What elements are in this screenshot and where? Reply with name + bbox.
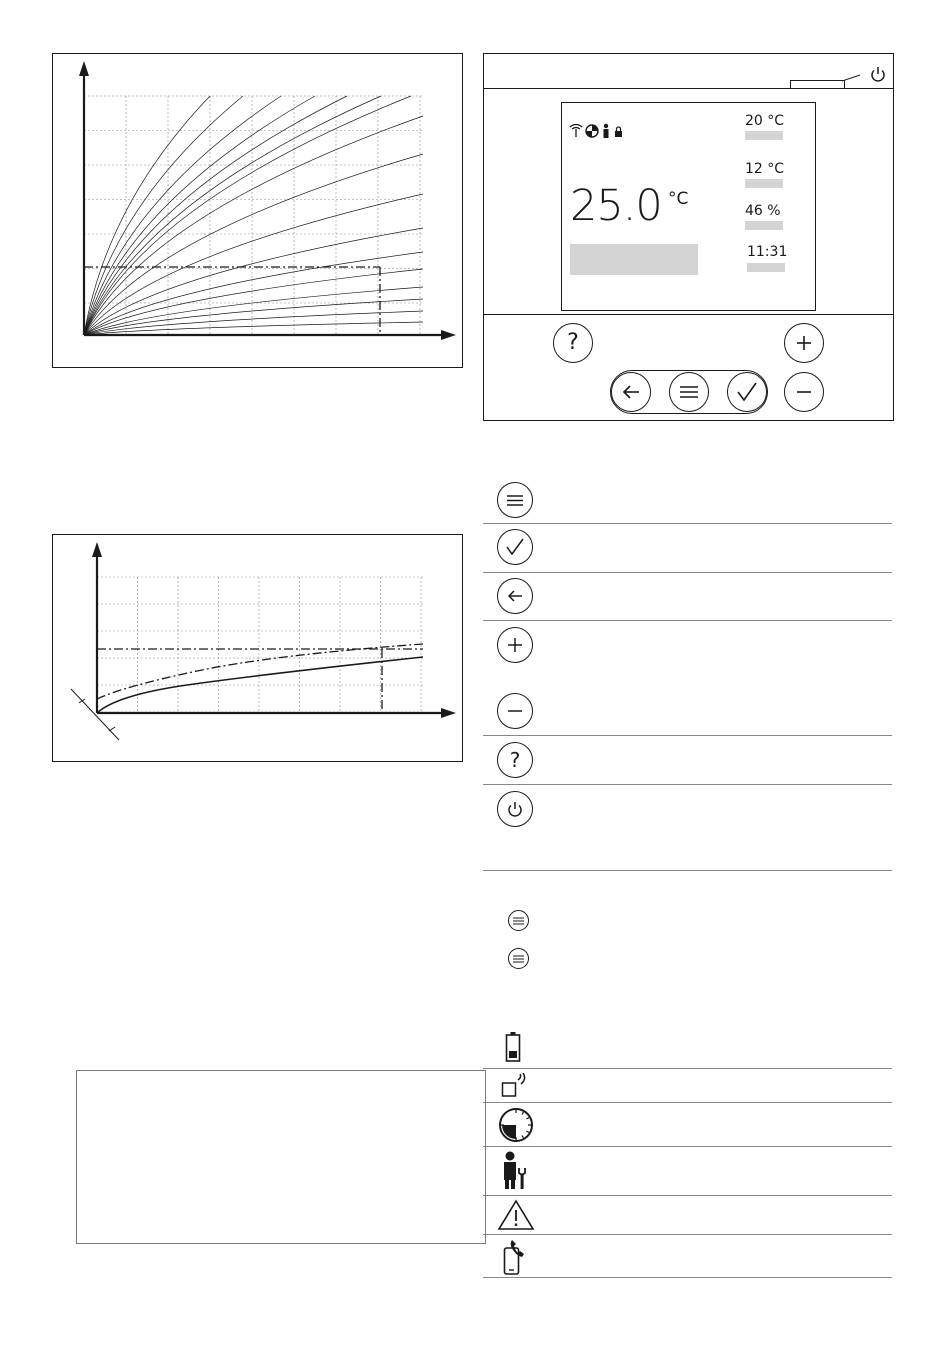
legend-divider <box>483 735 892 736</box>
legend-divider <box>483 784 892 785</box>
warning-icon <box>497 1199 535 1231</box>
timer-small-icon <box>586 125 598 137</box>
side-value-4: 11:31 <box>747 244 788 260</box>
legend-divider <box>483 1146 892 1147</box>
display-status-icons <box>569 123 639 137</box>
legend-back-button <box>497 578 533 614</box>
power-icon <box>506 800 524 818</box>
legend-divider <box>483 523 892 524</box>
legend-power-button <box>497 791 533 827</box>
back-button[interactable] <box>611 372 651 412</box>
back-arrow-icon <box>506 589 524 603</box>
heating-curves-chart <box>52 53 463 368</box>
help-icon: ? <box>509 748 521 772</box>
plus-button[interactable] <box>784 323 824 363</box>
legend-plus-button <box>497 627 533 663</box>
heating-curve <box>84 96 243 335</box>
menu-icon <box>506 494 524 507</box>
heating-curve <box>84 154 423 335</box>
y-axis-arrow <box>92 542 102 557</box>
heating-curve <box>84 96 411 335</box>
main-text-placeholder <box>570 244 698 275</box>
menu-button[interactable] <box>669 372 709 412</box>
menu-icon <box>513 917 524 925</box>
legend-divider <box>483 1195 892 1196</box>
small-menu-icon-1 <box>508 910 529 931</box>
side-value-2: 12 °C <box>745 161 785 177</box>
legend-menu-button <box>497 482 533 518</box>
service-technician-icon <box>502 1150 528 1190</box>
lock-icon <box>615 127 622 137</box>
antenna-icon <box>570 125 582 138</box>
offset-tick <box>109 727 115 731</box>
main-temperature-value: 25.0 <box>570 181 662 231</box>
shifted-heating-curve <box>97 644 423 699</box>
plus-icon <box>507 637 523 653</box>
technician-small-icon <box>604 124 609 138</box>
legend-help-button <box>497 742 533 778</box>
offset-axis <box>71 689 119 740</box>
power-icon[interactable] <box>869 65 887 83</box>
heating-curve <box>84 252 423 335</box>
side-value-3: 46 % <box>745 203 781 219</box>
display-screen <box>561 102 816 311</box>
curve-offset-chart <box>52 534 463 762</box>
wireless-sensor-icon <box>501 1073 527 1099</box>
heating-curves-plot <box>53 54 462 367</box>
side-value-2-bar <box>745 179 783 188</box>
legend-divider <box>483 1234 892 1235</box>
check-icon <box>505 538 525 556</box>
heating-curve <box>84 96 210 335</box>
parameter-table <box>76 1070 486 1244</box>
legend-divider <box>483 620 892 621</box>
x-axis-arrow <box>441 708 456 718</box>
confirm-button[interactable] <box>727 372 767 412</box>
check-icon <box>736 382 758 402</box>
y-axis-arrow <box>79 61 89 76</box>
help-button[interactable] <box>553 323 593 363</box>
side-value-1: 20 °C <box>745 113 785 129</box>
legend-confirm-button <box>497 529 533 565</box>
side-value-4-bar <box>747 263 785 272</box>
curve-offset-plot <box>53 535 462 761</box>
legend-divider <box>483 1102 892 1103</box>
menu-icon <box>513 955 524 963</box>
control-panel <box>483 53 894 421</box>
help-icon: ? <box>567 330 579 355</box>
battery-icon <box>505 1031 521 1063</box>
small-menu-icon-2 <box>508 948 529 969</box>
side-value-1-bar <box>745 131 783 140</box>
panel-lower-divider <box>484 314 893 315</box>
menu-icon <box>679 385 699 399</box>
plus-icon <box>795 334 813 352</box>
heating-curve <box>84 299 423 335</box>
heating-curve <box>84 194 423 335</box>
legend-divider <box>483 1277 892 1278</box>
minus-icon <box>507 709 523 713</box>
side-value-3-bar <box>745 221 783 230</box>
legend-divider <box>483 1068 892 1069</box>
legend-minus-button <box>497 693 533 729</box>
timer-icon <box>497 1106 535 1144</box>
table-row <box>77 1083 485 1085</box>
minus-button[interactable] <box>784 372 824 412</box>
minus-icon <box>795 390 813 394</box>
x-axis-arrow <box>441 330 456 340</box>
main-temperature-unit: °C <box>668 189 689 209</box>
power-key-slot <box>790 80 845 89</box>
legend-divider <box>483 572 892 573</box>
back-arrow-icon <box>621 384 641 400</box>
legend-divider <box>483 870 892 871</box>
phone-call-icon <box>503 1238 529 1276</box>
